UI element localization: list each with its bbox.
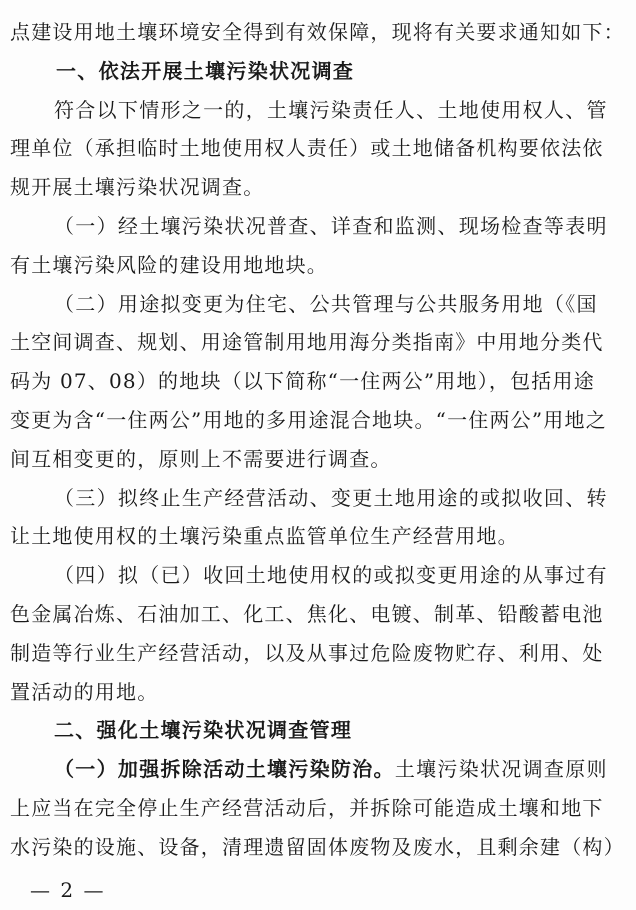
text-line: （一）经土壤污染状况普查、详查和监测、现场检查等表明 bbox=[54, 214, 608, 238]
page-number: — 2 — bbox=[30, 877, 106, 902]
text-line: 制造等行业生产经营活动，以及从事过危险废物贮存、利用、处 bbox=[10, 640, 604, 665]
text-line: （四）拟（已）收回土地使用权的或拟变更用途的从事过有 bbox=[54, 563, 608, 588]
text-line-mixed bbox=[54, 757, 608, 781]
text-line: 置活动的用地。 bbox=[10, 679, 159, 704]
text-line: 码为 07、08）的地块（以下简称“一住两公”用地），包括用途 bbox=[10, 369, 595, 394]
text-run: 土壤污染状况调查原则 bbox=[394, 757, 608, 782]
text-line: 水污染的设施、设备，清理遗留固体废物及废水，且剩余建（构） bbox=[10, 834, 625, 859]
text-line: （三）拟终止生产经营活动、变更土地用途的或拟收回、转 bbox=[54, 485, 608, 510]
text-line: 规开展土壤污染状况调查。 bbox=[10, 175, 265, 200]
text-line: 符合以下情形之一的，土壤污染责任人、土地使用权人、管 bbox=[54, 97, 608, 122]
section-heading-1: 一、依法开展土壤污染状况调查 bbox=[56, 58, 355, 83]
text-line: 让土地使用权的土壤污染重点监管单位生产经营用地。 bbox=[10, 524, 519, 549]
text-line: 有土壤污染风险的建设用地地块。 bbox=[10, 252, 328, 277]
text-line: 变更为含“一住两公”用地的多用途混合地块。“一住两公”用地之 bbox=[10, 408, 607, 432]
text-line: 色金属冶炼、石油加工、化工、焦化、电镀、制革、铅酸蓄电池 bbox=[10, 602, 604, 626]
text-line: 点建设用地土壤环境安全得到有效保障，现将有关要求通知如下： bbox=[10, 20, 625, 44]
text-line: 理单位（承担临时土地使用权人责任）或土地储备机构要依法依 bbox=[10, 136, 604, 161]
text-line: （二）用途拟变更为住宅、公共管理与公共服务用地（《国 bbox=[54, 291, 598, 316]
text-line: 上应当在完全停止生产经营活动后，并拆除可能造成土壤和地下 bbox=[10, 796, 604, 820]
text-line: 土空间调查、规划、用途管制用地用海分类指南》中用地分类代 bbox=[10, 330, 604, 355]
section-heading-2: 二、强化土壤污染状况调查管理 bbox=[54, 718, 353, 743]
subheading-inline: （一）加强拆除活动土壤污染防治。 bbox=[54, 757, 395, 782]
text-line: 间互相变更的，原则上不需要进行调查。 bbox=[10, 446, 392, 471]
